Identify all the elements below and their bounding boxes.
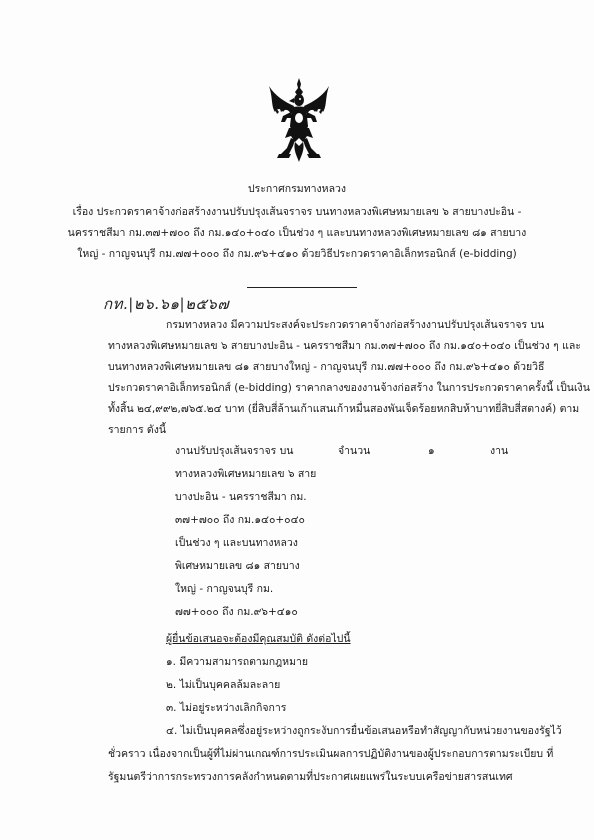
- item-description-line-4: ๓๗+๗๐๐ ถึง กม.๑๔๐+๐๔๐: [175, 514, 305, 526]
- item-quantity-label: จำนวน: [338, 445, 371, 457]
- title-divider: [247, 287, 357, 288]
- qualification-item-4-line-3: รัฐมนตรีว่าการกระทรวงการคลังกำหนดตามที่ประกาศเผยแพร่ในระบบเครือข่ายสารสนเทศ: [108, 771, 513, 783]
- qualification-item-4-line-2: ชั่วคราว เนื่องจากเป็นผู้ที่ไม่ผ่านเกณฑ์การประเมินผลการปฏิบัติงานของผู้ประกอบการตามระเบียบ ที่: [108, 748, 554, 760]
- item-description-line-8: ๗๗+๐๐๐ ถึง กม.๙๖+๔๑๐: [175, 606, 298, 618]
- paragraph-line-6: รายการ ดังนี้: [108, 424, 167, 436]
- paragraph-line-3: บนทางหลวงพิเศษหมายเลข ๘๑ สายบางใหญ่ - กาญจนบุรี กม.๗๗+๐๐๐ ถึง กม.๙๖+๔๑๐ ด้วยวิธี: [108, 361, 545, 373]
- item-description-line-6: พิเศษหมายเลข ๘๑ สายบาง: [175, 560, 300, 572]
- announcement-title: ประกาศกรมทางหลวง: [247, 183, 347, 195]
- item-quantity-value: ๑: [428, 445, 435, 457]
- handwritten-reference-number: กท.|๒๖.๖๑|๒๕๖๗: [103, 295, 230, 313]
- item-unit: งาน: [490, 445, 509, 457]
- paragraph-line-1: กรมทางหลวง มีความประสงค์จะประกวดราคาจ้างก่อสร้างงานปรับปรุงเส้นจราจร บน: [166, 319, 545, 331]
- paragraph-line-2: ทางหลวงพิเศษหมายเลข ๖ สายบางปะอิน - นครราชสีมา กม.๓๗+๗๐๐ ถึง กม.๑๔๐+๐๔๐ เป็นช่วง ๆ และ: [108, 340, 581, 352]
- subject-line-2: นครราชสีมา กม.๓๗+๗๐๐ ถึง กม.๑๔๐+๐๔๐ เป็นช่วง ๆ และบนทางหลวงพิเศษหมายเลข ๘๑ สายบาง: [67, 227, 527, 239]
- subject-line-3: ใหญ่ - กาญจนบุรี กม.๗๗+๐๐๐ ถึง กม.๙๖+๔๑๐ ด้วยวิธีประกวดราคาอิเล็กทรอนิกส์ (e-bidding): [77, 248, 517, 260]
- item-description-line-1: งานปรับปรุงเส้นจราจร บน: [175, 445, 294, 457]
- qualification-item-3: ๓. ไม่อยู่ระหว่างเลิกกิจการ: [166, 702, 287, 714]
- item-description-line-5: เป็นช่วง ๆ และบนทางหลวง: [175, 537, 298, 549]
- qualification-item-2: ๒. ไม่เป็นบุคคลล้มละลาย: [166, 679, 281, 691]
- paragraph-line-4: ประกวดราคาอิเล็กทรอนิกส์ (e-bidding) ราคากลางของงานจ้างก่อสร้าง ในการประกวดราคาครั้งนี้ เป็นเงิน: [108, 382, 590, 394]
- item-description-line-2: ทางหลวงพิเศษหมายเลข ๖ สาย: [175, 468, 317, 480]
- item-description-line-7: ใหญ่ - กาญจนบุรี กม.: [175, 583, 274, 595]
- qualification-item-4-line-1: ๔. ไม่เป็นบุคคลซึ่งอยู่ระหว่างถูกระงับการยื่นข้อเสนอหรือทำสัญญากับหน่วยงานของรัฐไว้: [166, 725, 562, 737]
- item-description-line-3: บางปะอิน - นครราชสีมา กม.: [175, 491, 307, 503]
- subject-line-1: เรื่อง ประกวดราคาจ้างก่อสร้างงานปรับปรุงเส้นจราจร บนทางหลวงพิเศษหมายเลข ๖ สายบางปะอิน -: [72, 206, 522, 218]
- qualification-item-1: ๑. มีความสามารถตามกฎหมาย: [166, 656, 309, 668]
- qualification-heading: ผู้ยื่นข้อเสนอจะต้องมีคุณสมบัติ ดังต่อไปนี้: [166, 633, 351, 645]
- garuda-emblem-icon: [267, 78, 331, 162]
- paragraph-line-5: ทั้งสิ้น ๒๔,๙๙๒,๗๖๕.๒๔ บาท (ยี่สิบสี่ล้านเก้าแสนเก้าหมื่นสองพันเจ็ดร้อยหกสิบห้าบาทยี่สิบสี่สตางค์) ตาม: [108, 403, 580, 415]
